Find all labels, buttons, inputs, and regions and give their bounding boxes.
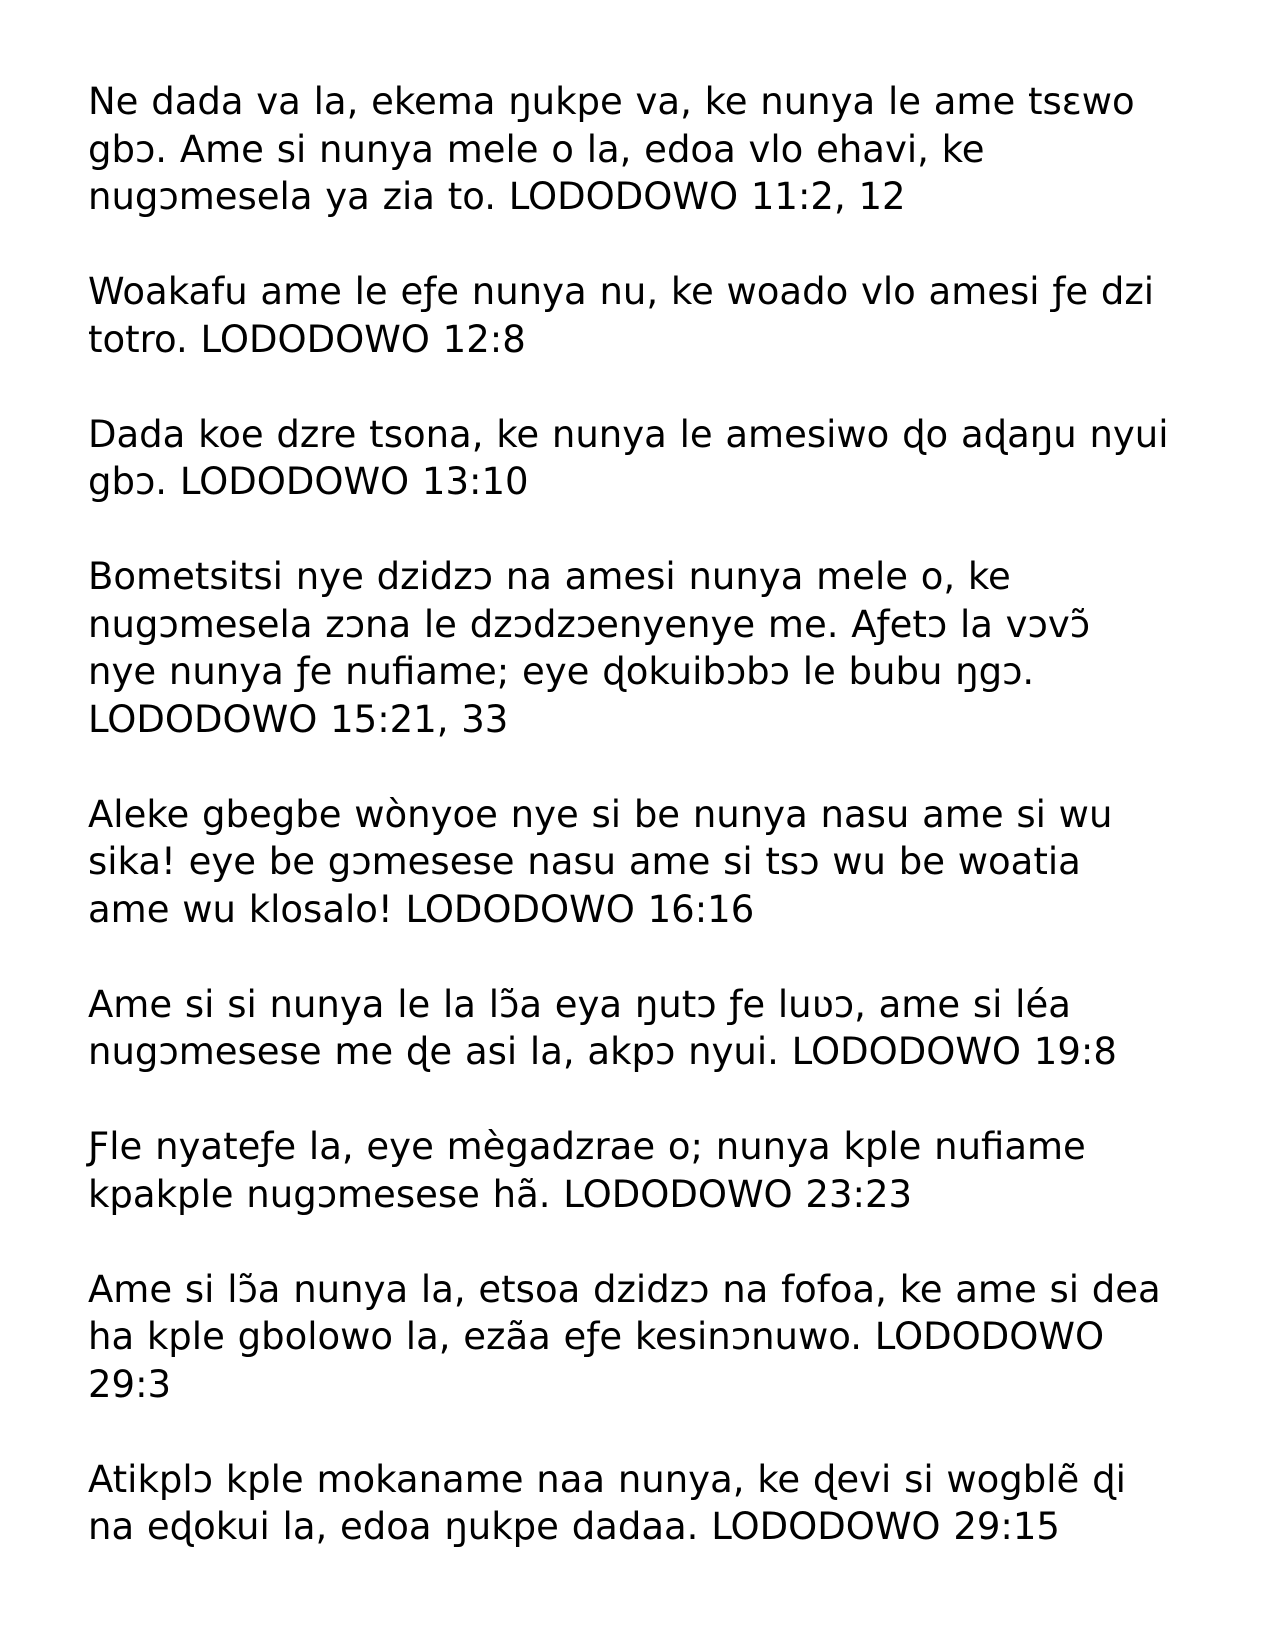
verse-paragraph: Aleke gbegbe wònyoe nye si be nunya nasu ame si wu sika! eye be gɔmesese nasu ame si tsɔ wu be woatia ame wu klosalo! LODODOWO 16:16: [88, 792, 1113, 931]
verse-paragraph: Ame si si nunya le la lɔ̃a eya ŋutɔ ƒe luʋɔ, ame si léa nugɔmesese me ɖe asi la, akpɔ nyui. LODODOWO 19:8: [88, 982, 1117, 1073]
verse-paragraph: Woakafu ame le eƒe nunya nu, ke woado vlo amesi ƒe dzi totro. LODODOWO 12:8: [88, 270, 1155, 361]
verse-paragraph: Ƒle nyateƒe la, eye mègadzrae o; nunya kple nufiame kpakple nugɔmesese hã. LODODOWO 23:23: [88, 1125, 1086, 1216]
verse-paragraph: Bometsitsi nye dzidzɔ na amesi nunya mele o, ke nugɔmesela zɔna le dzɔdzɔenyenye me. Aƒetɔ la vɔvɔ̃ nye nunya ƒe nufiame; eye ɖokuibɔbɔ le bubu ŋgɔ. LODODOWO 15:21, 33: [88, 555, 1091, 741]
verse-paragraph: Ne dada va la, ekema ŋukpe va, ke nunya le ame tsɛwo gbɔ. Ame si nunya mele o la, edoa vlo ehavi, ke nugɔmesela ya zia to. LODODOWO 11:2, 12: [88, 80, 1135, 218]
verse-paragraph: Atikplɔ kple mokaname naa nunya, ke ɖevi si wogblẽ ɖi na eɖokui la, edoa ŋukpe dadaa. LODODOWO 29:15: [88, 1457, 1126, 1548]
verse-paragraph: Ame si lɔ̃a nunya la, etsoa dzidzɔ na fofoa, ke ame si dea ha kple gbolowo la, ezãa eƒe kesinɔnuwo. LODODOWO 29:3: [88, 1267, 1161, 1406]
verse-paragraph: Dada koe dzre tsona, ke nunya le amesiwo ɖo aɖaŋu nyui gbɔ. LODODOWO 13:10: [88, 412, 1169, 503]
document-page: [88, 78, 1198, 1598]
